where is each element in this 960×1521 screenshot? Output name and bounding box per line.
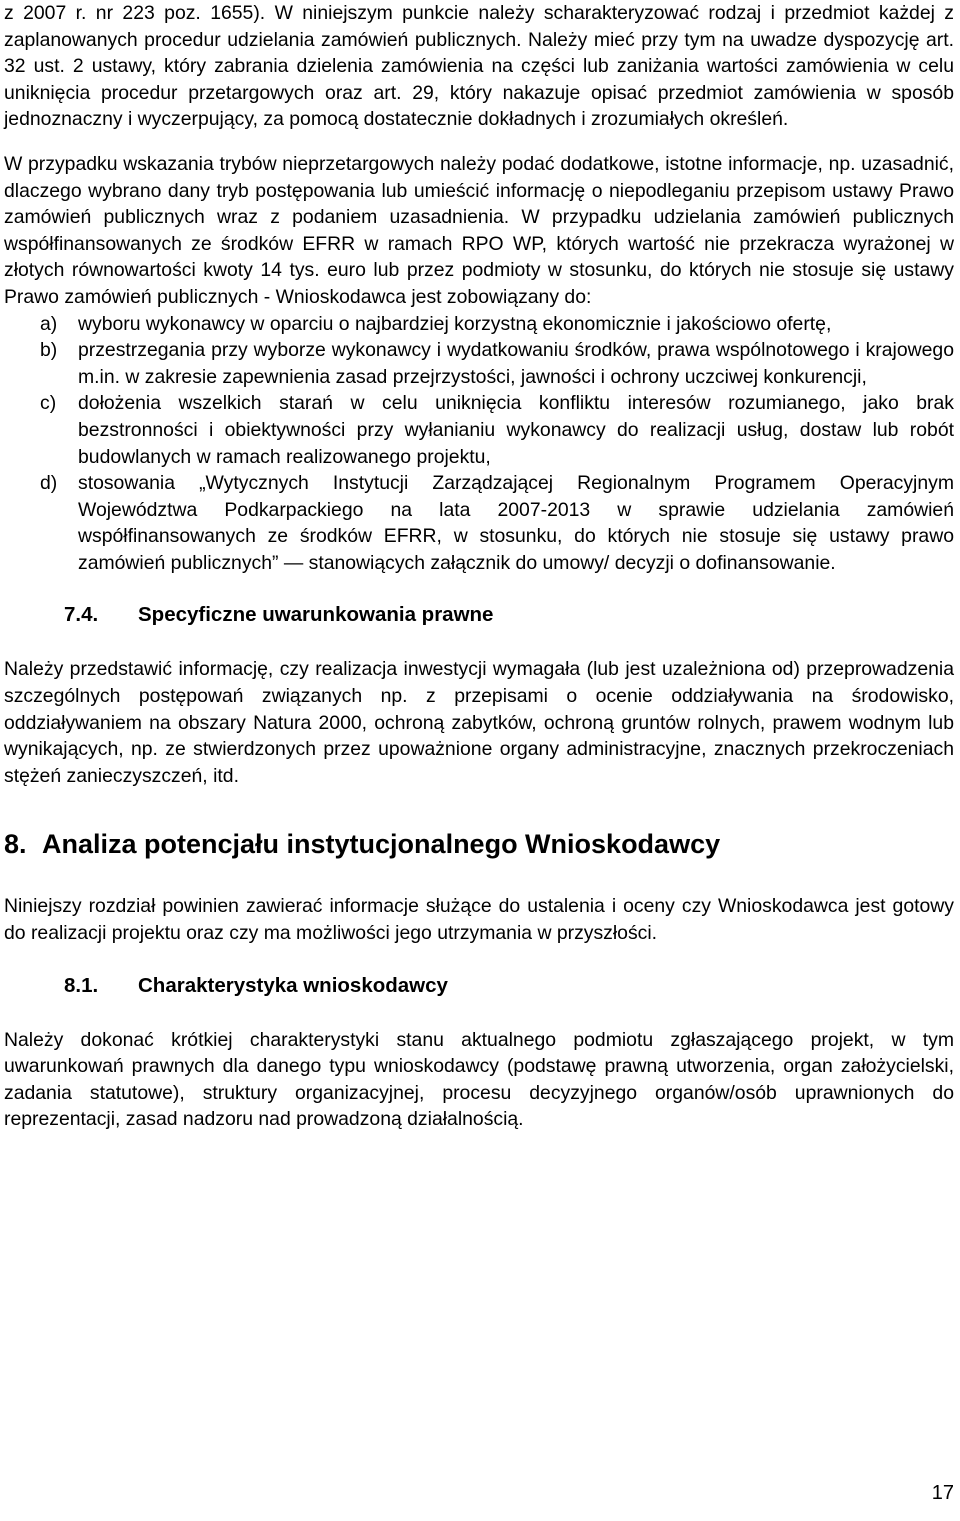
- section-7-4-paragraph: Należy przedstawić informację, czy realizacja inwestycji wymagała (lub jest uzależniona od) przeprowadzenia szczególnych postępowań związanych np. z przepisami o ocenie oddziaływania na środowisko, oddziaływaniem na obszary Natura 2000, ochroną zabytków, ochroną gruntów rolnych, prawem wodnym lub wynikających, np. ze stwierdzonych przez upoważnione organy administracyjne, znacznych przekroczeniach stężeń zanieczyszczeń, itd.: [4, 658, 954, 787]
- section-8-1-paragraph: Należy dokonać krótkiej charakterystyki stanu aktualnego podmiotu zgłaszającego projekt, w tym uwarunkowań prawnych dla danego typu wnioskodawcy (podstawę prawną utworzenia, organ założycielski, zadania statutowe), struktury organizacyjnej, procesu decyzyjnego organów/osób uprawnionych do reprezentacji, zasad nadzoru nad prowadzoną działalnością.: [4, 1028, 954, 1131]
- section-8-heading: [4, 827, 954, 861]
- obligations-list: [4, 311, 954, 577]
- document-page: [4, 0, 954, 1133]
- list-item: [4, 337, 954, 390]
- list-item-text: przestrzegania przy wyborze wykonawcy i wydatkowaniu środków, prawa wspólnotowego i krajowego m.in. w zakresie zapewnienia zasad przejrzystości, jawności i ochrony uczciwej konkurencji,: [78, 339, 954, 388]
- procurement-modes-paragraph: W przypadku wskazania trybów nieprzetargowych należy podać dodatkowe, istotne informacje, np. uzasadnić, dlaczego wybrano dany tryb postępowania lub umieścić informację o niepodleganiu przepisom ustawy Prawo zamówień publicznych wraz z podaniem uzasadnienia. W przypadku udzielania zamówień publicznych współfinansowanych ze środków EFRR w ramach RPO WP, których wartość nie przekracza wyrażonej w złotych równowartości kwoty 14 tys. euro lub przez podmioty w stosunku, do których nie stosuje się ustawy Prawo zamówień publicznych - Wnioskodawca jest zobowiązany do:: [4, 152, 954, 308]
- section-8-1-heading: [4, 973, 954, 999]
- list-item-text: dołożenia wszelkich starań w celu uniknięcia konfliktu interesów rozumianego, jako brak bezstronności i obiektywności przy wyłanianiu wykonawcy do realizacji usług, dostaw lub robót budowlanych w ramach realizowanego projektu,: [78, 392, 954, 468]
- list-marker: b): [40, 339, 58, 362]
- list-item-text: stosowania „Wytycznych Instytucji Zarządzającej Regionalnym Programem Operacyjnym Województwa Podkarpackiego na lata 2007-2013 w sprawie udzielania zamówień współfinansowanych ze środków EFRR, w stosunku, do których nie stosuje się ustawy prawo zamówień publicznych” — stanowiących załącznik do umowy/ decyzji o dofinansowanie.: [78, 472, 954, 574]
- page-number: 17: [931, 1482, 954, 1504]
- intro-paragraph: z 2007 r. nr 223 poz. 1655). W niniejszym punkcie należy scharakteryzować rodzaj i przedmiot każdej z zaplanowanych procedur udzielania zamówień publicznych. Należy mieć przy tym na uwadze dyspozycję art. 32 ust. 2 ustawy, który zabrania dzielenia zamówienia na części lub zaniżania wartości zamówienia w celu uniknięcia procedur przetargowych oraz art. 29, który nakazuje opisać przedmiot zamówienia w sposób jednoznaczny i wyczerpujący, za pomocą dostatecznie dokładnych i zrozumiałych określeń.: [4, 2, 954, 131]
- list-item-text: wyboru wykonawcy w oparciu o najbardziej korzystną ekonomicznie i jakościowo ofertę,: [78, 312, 832, 335]
- list-item: [4, 311, 954, 338]
- section-8-paragraph: Niniejszy rozdział powinien zawierać informacje służące do ustalenia i oceny czy Wnioskodawca jest gotowy do realizacji projektu oraz czy ma możliwości jego utrzymania w przyszłości.: [4, 895, 954, 945]
- section-number: 8.: [4, 829, 27, 860]
- list-marker: a): [40, 312, 58, 335]
- section-number: 8.1.: [64, 973, 99, 997]
- section-number: 7.4.: [64, 603, 99, 627]
- section-7-4-heading: [4, 602, 954, 628]
- list-marker: c): [40, 392, 57, 415]
- list-item: [4, 470, 954, 576]
- section-title: Charakterystyka wnioskodawcy: [138, 973, 448, 997]
- section-title: Specyficzne uwarunkowania prawne: [138, 603, 494, 627]
- list-item: [4, 390, 954, 470]
- section-title: Analiza potencjału instytucjonalnego Wnioskodawcy: [42, 829, 721, 860]
- list-marker: d): [40, 472, 58, 495]
